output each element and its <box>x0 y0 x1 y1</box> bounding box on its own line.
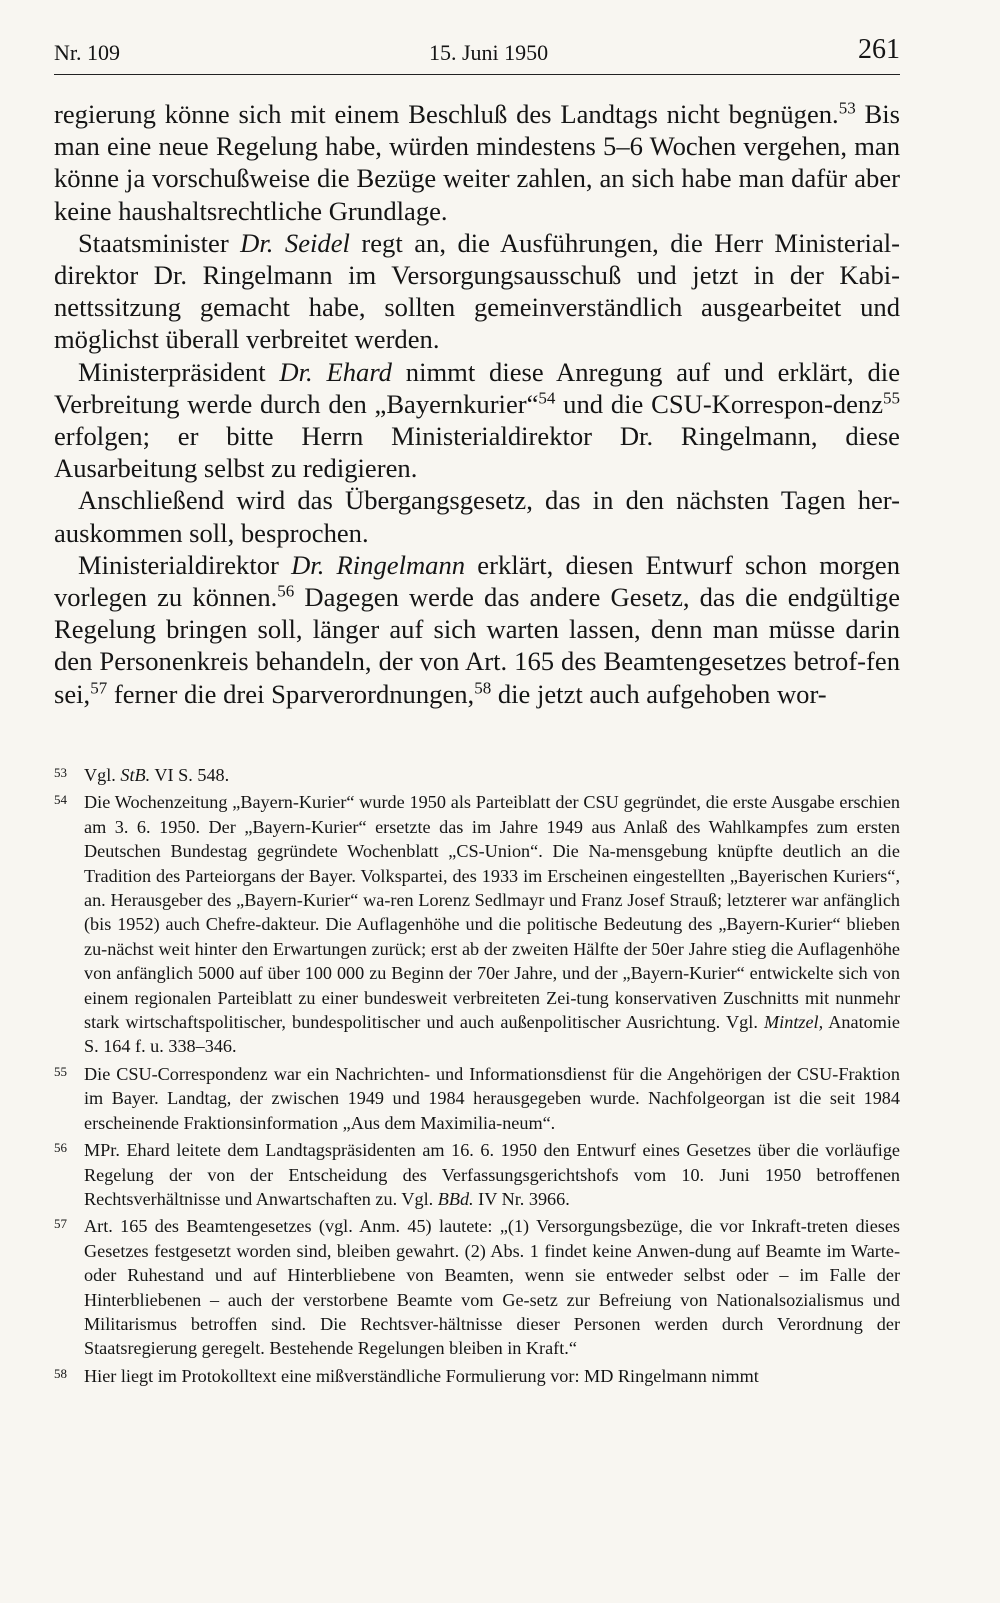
text-run: VI S. 548. <box>150 765 230 785</box>
footnote-number: 58 <box>54 1365 67 1381</box>
text-run: Die CSU-Correspondenz war ein Nachrichten- und Informationsdienst für die Angehörigen der CSU-Fraktion im Bayer. Landtag, der zwischen 1949 und 1984 herausgegeben wurde. Nachfolgeorgan ist die seit 1984 erscheinende Fraktionsinformation „Aus dem Maximilia-neum“. <box>84 1063 900 1133</box>
text-run: Anatomie S. 164 f. u. 338–346. <box>84 1012 900 1057</box>
footnote-ref: 56 <box>277 581 295 601</box>
page-number: 261 <box>858 34 900 65</box>
footnote-number: 57 <box>54 1216 67 1232</box>
text-run: regt an, die Ausführungen, die Herr Ministerial-direktor Dr. Ringelmann im Versorgungsausschuß und jetzt in der Kabi-nettssitzung gemacht habe, sollten gemeinverständlich ausgearbeitet und möglichst überall verbreitet werden. <box>54 227 900 355</box>
text-run: erfolgen; er bitte Herrn Ministerialdirektor Dr. Ringelmann, diese Ausarbeitung selbst zu redigieren. <box>54 421 900 484</box>
footnote <box>54 1138 900 1211</box>
italic-name: StB. <box>120 765 151 785</box>
footnote <box>54 1364 900 1388</box>
paragraph <box>54 549 900 710</box>
text-run: Vgl. <box>84 765 121 785</box>
footnote-ref: 54 <box>538 388 556 408</box>
footnote-ref: 53 <box>838 98 856 118</box>
paragraph <box>54 98 900 227</box>
footnotes <box>54 763 900 1391</box>
text-run: Hier liegt im Protokolltext eine mißverständliche Formulierung vor: MD Ringelmann nimmt <box>84 1365 759 1386</box>
footnote-number: 53 <box>54 765 67 780</box>
footnote-ref: 57 <box>90 678 108 698</box>
italic-name: Dr. Seidel <box>240 227 350 258</box>
text-run: die jetzt auch aufgehoben wor- <box>491 678 827 709</box>
text-run: Die Wochenzeitung „Bayern-Kurier“ wurde 1950 als Parteiblatt der CSU gegründet, die erste Ausgabe erschien am 3. 6. 1950. Der „Bayern-Kurier“ ersetzte das im Jahre 1949 aus Anlaß des Wahlkampfes zum ersten Deutschen Bundestag gegründete Wochenblatt „CS-Union“. Die Na-mensgebung knüpfte deutlich an die Tradition des Parteiorgans der Bayer. Volkspartei, des 1933 im Erscheinen eingestellten „Bayerischen Kuriers“, an. Herausgeber des „Bayern-Kurier“ wa-ren Lorenz Sedlmayr und Franz Josef Strauß; letzterer war anfänglich (bis 1952) auch Chefre-dakteur. Die Auflagenhöhe und die politische Bedeutung des „Bayern-Kurier“ blieben zu-nächst weit hinter den Erwartungen zurück; erst ab der zweiten Hälfte der 50er Jahre stieg die Auflagenhöhe von anfänglich 5000 auf über 100 000 zu Beginn der 70er Jahre, und der „Bayern-Kurier“ entwickelte sich von einem regionalen Parteiblatt zu einer bundesweit verbreiteten Zei-tung konservativen Zuschnitts mit nunmehr stark wirtschaftspolitischer, bundespolitischer und auch außenpolitischer Ausrichtung. Vgl. <box>84 792 900 1033</box>
footnote-ref: 58 <box>474 678 492 698</box>
document-number: Nr. 109 <box>54 40 120 65</box>
footnote-ref: 55 <box>883 388 900 408</box>
text-run: erklärt, diesen Entwurf schon morgen vorlegen zu können. <box>54 549 901 613</box>
header-rule <box>54 74 900 75</box>
footnote-number: 55 <box>54 1063 67 1079</box>
text-run: regierung könne sich mit einem Beschluß des Landtags nicht begnügen. <box>54 99 839 129</box>
text-run: ferner die drei Sparverordnungen, <box>107 678 475 709</box>
paragraph <box>54 227 900 356</box>
paragraph <box>54 484 900 548</box>
text-run: Anschließend wird das Übergangsgesetz, das in den nächsten Tagen her-auskommen soll, besprochen. <box>54 485 900 548</box>
italic-name: Mintzel, <box>764 1012 824 1033</box>
text-run: Staatsminister <box>78 227 241 258</box>
running-header <box>54 34 900 72</box>
text-run: MPr. Ehard leitete dem Landtagspräsidenten am 16. 6. 1950 den Entwurf eines Gesetzes über die vorläufige Regelung der von der Entscheidung des Verfassungsgerichtshofs vom 10. Juni 1950 betroffenen Rechtsverhältnisse und Anwartschaften zu. Vgl. <box>84 1140 900 1209</box>
italic-name: Dr. Ehard <box>279 356 392 387</box>
italic-name: Dr. Ringelmann <box>291 549 466 580</box>
italic-name: BBd. <box>437 1188 474 1209</box>
footnote <box>54 1062 900 1135</box>
footnote <box>54 1214 900 1360</box>
footnote-number: 54 <box>54 792 67 808</box>
paragraph <box>54 356 900 485</box>
text-run: Ministerialdirektor <box>78 549 292 580</box>
footnote <box>54 763 900 787</box>
header-date: 15. Juni 1950 <box>429 40 549 65</box>
text-run: nimmt diese Anregung auf und erklärt, die Verbreitung werde durch den „Bayernkurier“ <box>54 356 900 419</box>
text-run: IV Nr. 3966. <box>473 1188 570 1209</box>
text-run: Art. 165 des Beamtengesetzes (vgl. Anm. 45) lautete: „(1) Versorgungsbezüge, die vor Inkraft-treten dieses Gesetzes festgesetzt worden sind, bleiben gewahrt. (2) Abs. 1 findet keine Anwen-dung auf Beamte im Warte- oder Ruhestand und auf Hinterbliebene von Beamten, wenn sie entweder selbst oder – im Falle der Hinterbliebenen – auch der verstorbene Beamte vom Ge-setz zur Befreiung von Nationalsozialismus und Militarismus betroffen sind. Die Rechtsver-hältnisse dieser Personen werden durch Verordnung der Staatsregierung geregelt. Bestehende Regelungen bleiben in Kraft.“ <box>84 1216 900 1359</box>
main-text <box>54 98 900 710</box>
text-run: Bis man eine neue Regelung habe, würden mindestens 5–6 Wochen vergehen, man könne ja vorschußweise die Bezüge weiter zahlen, an sich habe man dafür aber keine haushaltsrechtliche Grundlage. <box>54 99 901 226</box>
text-run: Ministerpräsident <box>78 356 280 387</box>
footnote <box>54 790 900 1058</box>
text-run: und die CSU-Korrespon-denz <box>555 388 883 419</box>
footnote-number: 56 <box>54 1140 67 1156</box>
text-run: Dagegen werde das andere Gesetz, das die endgültige Regelung bringen soll, länger auf sich warten lassen, denn man müsse darin den Personenkreis behandeln, der von Art. 165 des Beamtengesetzes betrof-fen sei, <box>54 582 900 709</box>
